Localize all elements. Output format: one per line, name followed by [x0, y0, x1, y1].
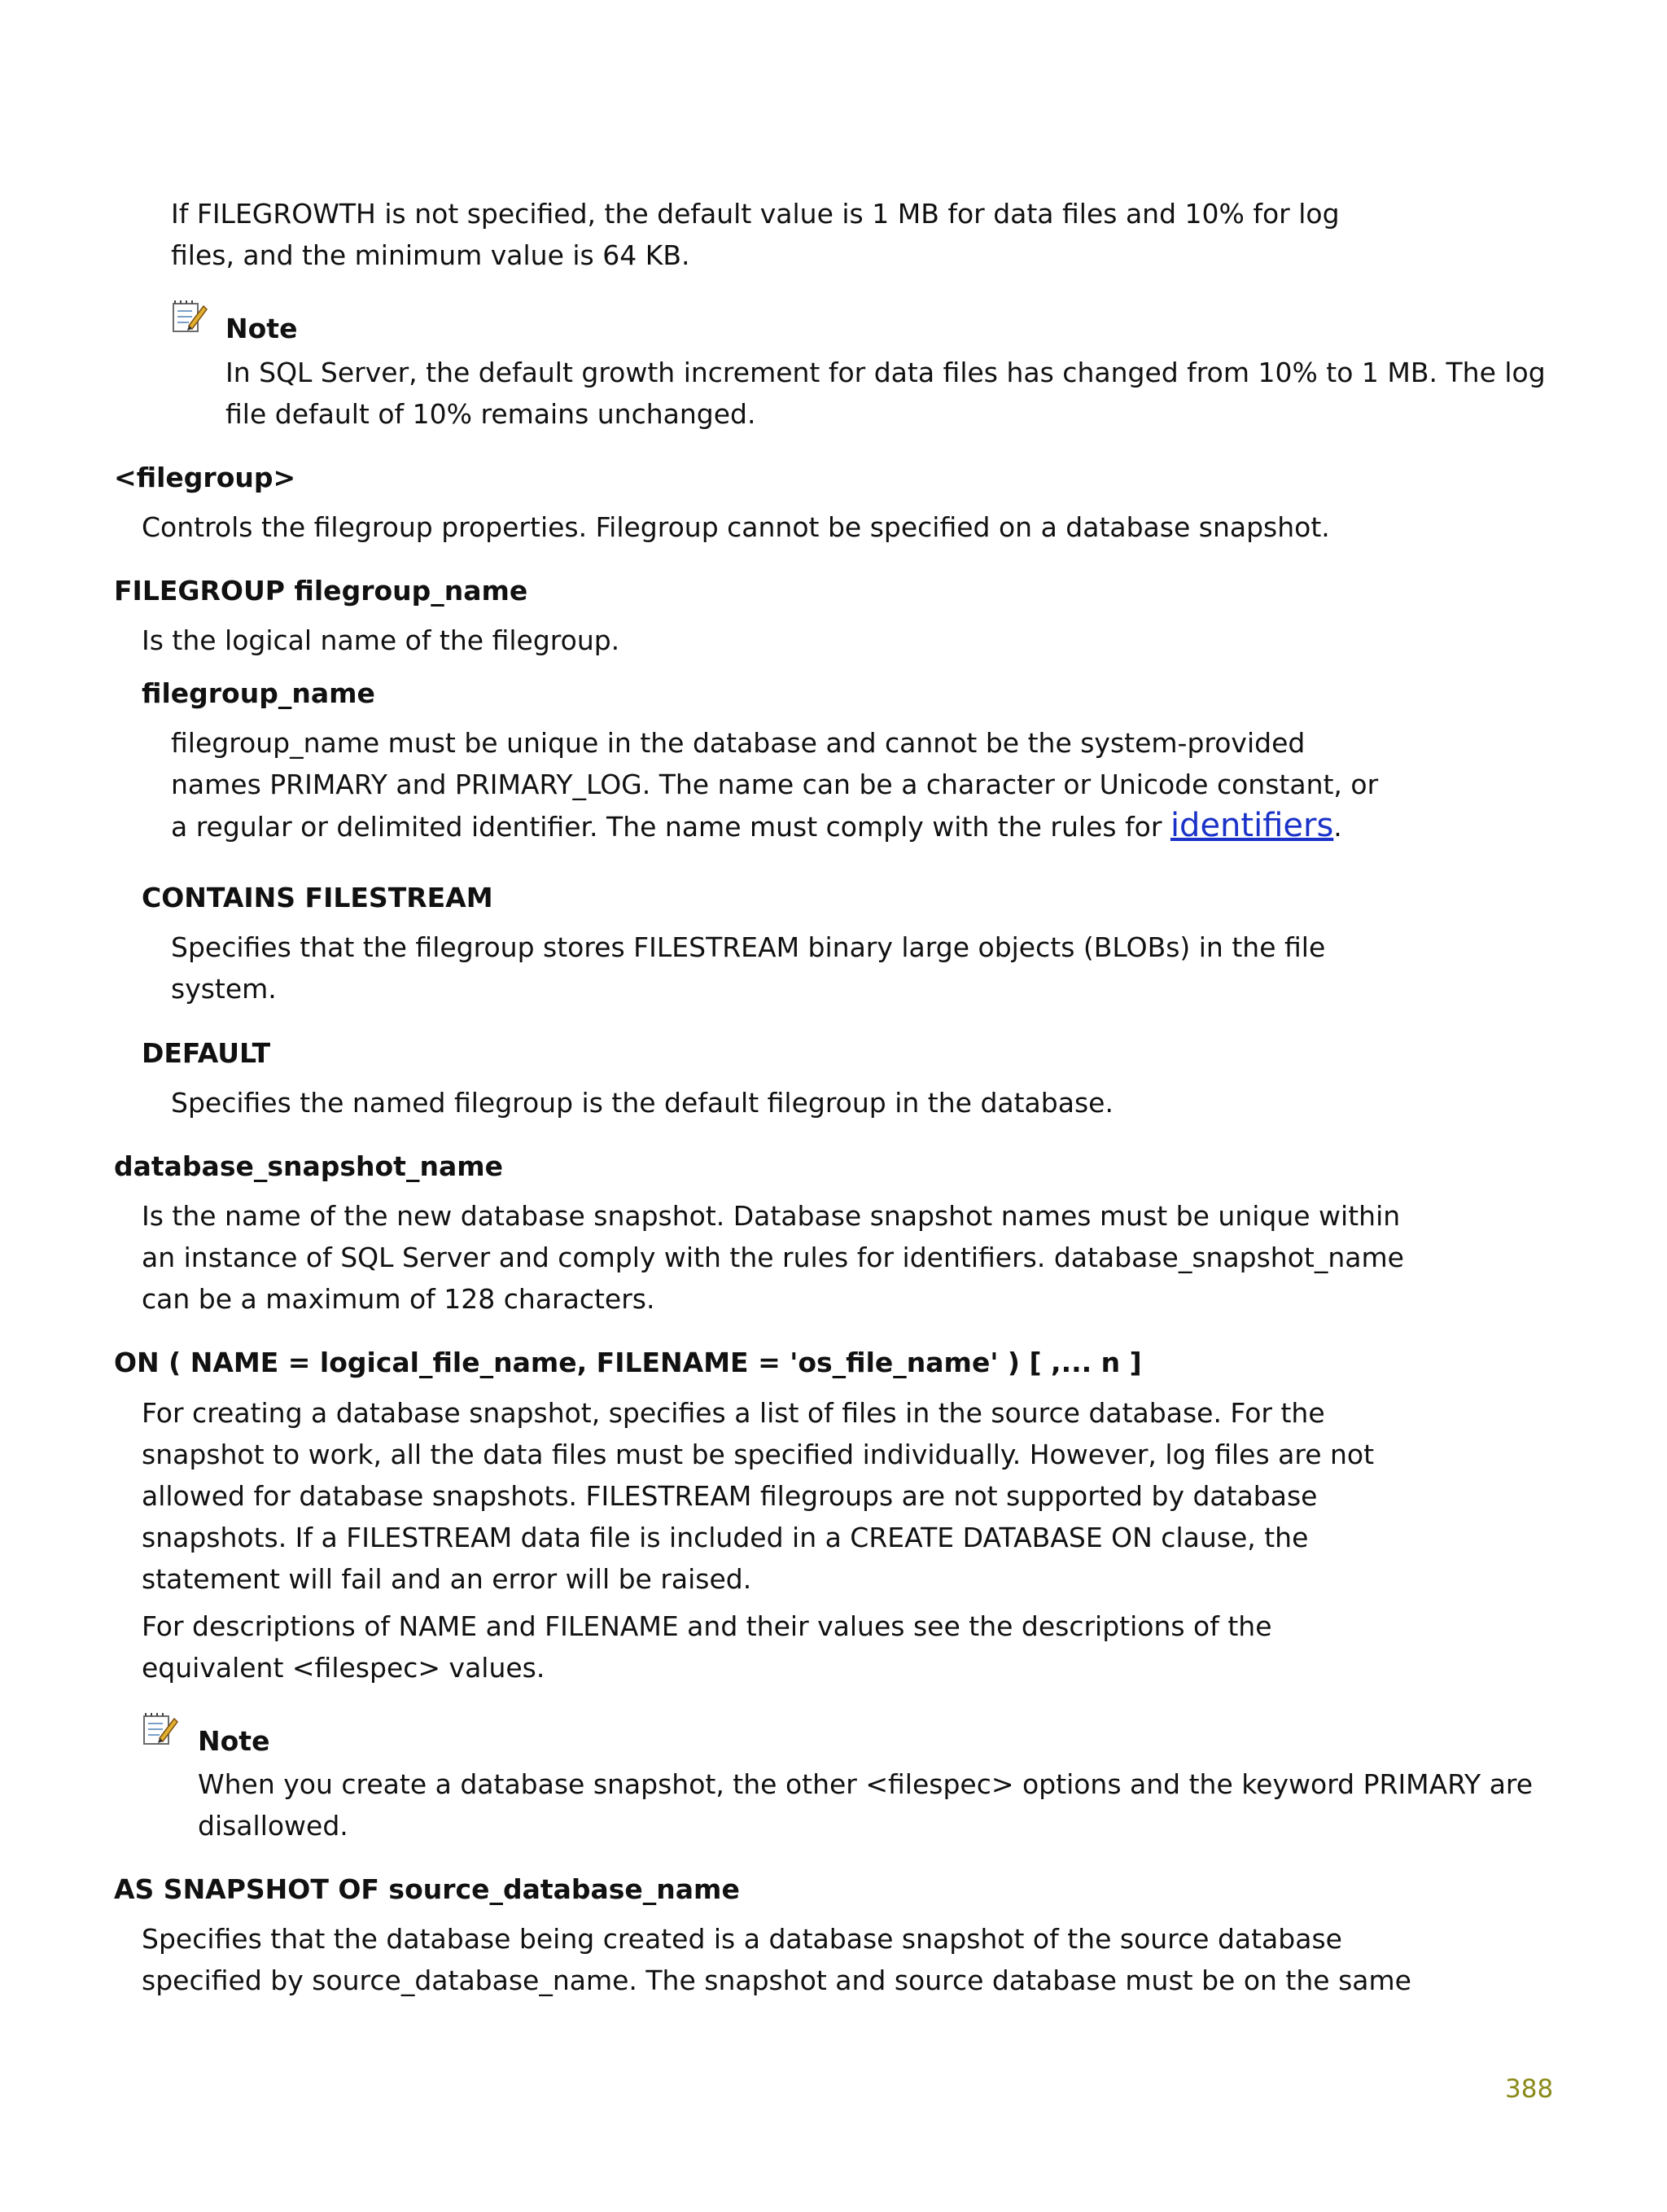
snapshot-name-line-3: can be a maximum of 128 characters. [142, 1283, 655, 1315]
on-clause-line-2: snapshot to work, all the data files must be specified individually. However, log files are not [142, 1439, 1375, 1470]
filegroup-name-line-3-prefix: a regular or delimited identifier. The name must comply with the rules for [171, 811, 1170, 843]
filegroup-text: Controls the filegroup properties. Filegroup cannot be specified on a database snapshot. [142, 511, 1330, 543]
contains-filestream-line-1: Specifies that the filegroup stores FILESTREAM binary large objects (BLOBs) in the file [171, 931, 1326, 963]
note-2-line-2: disallowed. [198, 1810, 348, 1842]
on-clause-line-4: snapshots. If a FILESTREAM data file is included in a CREATE DATABASE ON clause, the [142, 1522, 1309, 1553]
snapshot-name-line-1: Is the name of the new database snapshot. Database snapshot names must be unique within [142, 1200, 1401, 1232]
on-clause-line-6: For descriptions of NAME and FILENAME and their values see the descriptions of the [142, 1610, 1272, 1642]
contains-filestream-heading: CONTAINS FILESTREAM [142, 882, 493, 913]
default-text: Specifies the named filegroup is the default filegroup in the database. [171, 1087, 1114, 1119]
filegroup-name-line-2: names PRIMARY and PRIMARY_LOG. The name can be a character or Unicode constant, or [171, 769, 1379, 800]
as-snapshot-heading: AS SNAPSHOT OF source_database_name [114, 1873, 740, 1905]
contains-filestream-line-2: system. [171, 973, 277, 1005]
filegroup-name-line-1: filegroup_name must be unique in the database and cannot be the system-provided [171, 727, 1306, 759]
filegroup-heading: <filegroup> [114, 462, 296, 493]
filegroup-name-heading: FILEGROUP filegroup_name [114, 575, 528, 607]
on-clause-line-5: statement will fail and an error will be raised. [142, 1563, 752, 1595]
filegroup-name-line-3-suffix: . [1333, 811, 1342, 843]
snapshot-name-line-2: an instance of SQL Server and comply with the rules for identifiers. database_snapshot_name [142, 1242, 1404, 1273]
on-clause-line-7: equivalent <filespec> values. [142, 1652, 545, 1684]
note-1-line-1: In SQL Server, the default growth increment for data files has changed from 10% to 1 MB. The log [225, 357, 1546, 388]
as-snapshot-line-1: Specifies that the database being created is a database snapshot of the source database [142, 1923, 1342, 1955]
filegroup-name-text: Is the logical name of the filegroup. [142, 624, 620, 656]
note-2-line-1: When you create a database snapshot, the other <filespec> options and the keyword PRIMARY are [198, 1768, 1534, 1800]
note-pencil-icon [142, 1712, 179, 1746]
filegroup-name-subheading: filegroup_name [142, 677, 375, 709]
default-heading: DEFAULT [142, 1037, 271, 1069]
on-clause-line-3: allowed for database snapshots. FILESTREAM filegroups are not supported by database [142, 1480, 1318, 1512]
note-2-title: Note [198, 1725, 270, 1757]
on-clause-heading: ON ( NAME = logical_file_name, FILENAME = 'os_file_name' ) [ ,... n ] [114, 1347, 1142, 1378]
identifiers-link[interactable]: identifiers [1170, 807, 1334, 844]
page-number: 388 [1505, 2074, 1554, 2104]
intro-line-2: files, and the minimum value is 64 KB. [171, 239, 690, 271]
on-clause-line-1: For creating a database snapshot, specifies a list of files in the source database. For the [142, 1397, 1325, 1429]
note-1-title: Note [225, 313, 298, 344]
note-1-line-2: file default of 10% remains unchanged. [225, 398, 756, 430]
as-snapshot-line-2: specified by source_database_name. The snapshot and source database must be on the same [142, 1965, 1411, 1996]
note-pencil-icon [171, 300, 208, 334]
snapshot-name-heading: database_snapshot_name [114, 1150, 503, 1182]
filegroup-name-line-3 [171, 804, 1342, 848]
intro-line-1: If FILEGROWTH is not specified, the default value is 1 MB for data files and 10% for log [171, 198, 1340, 230]
